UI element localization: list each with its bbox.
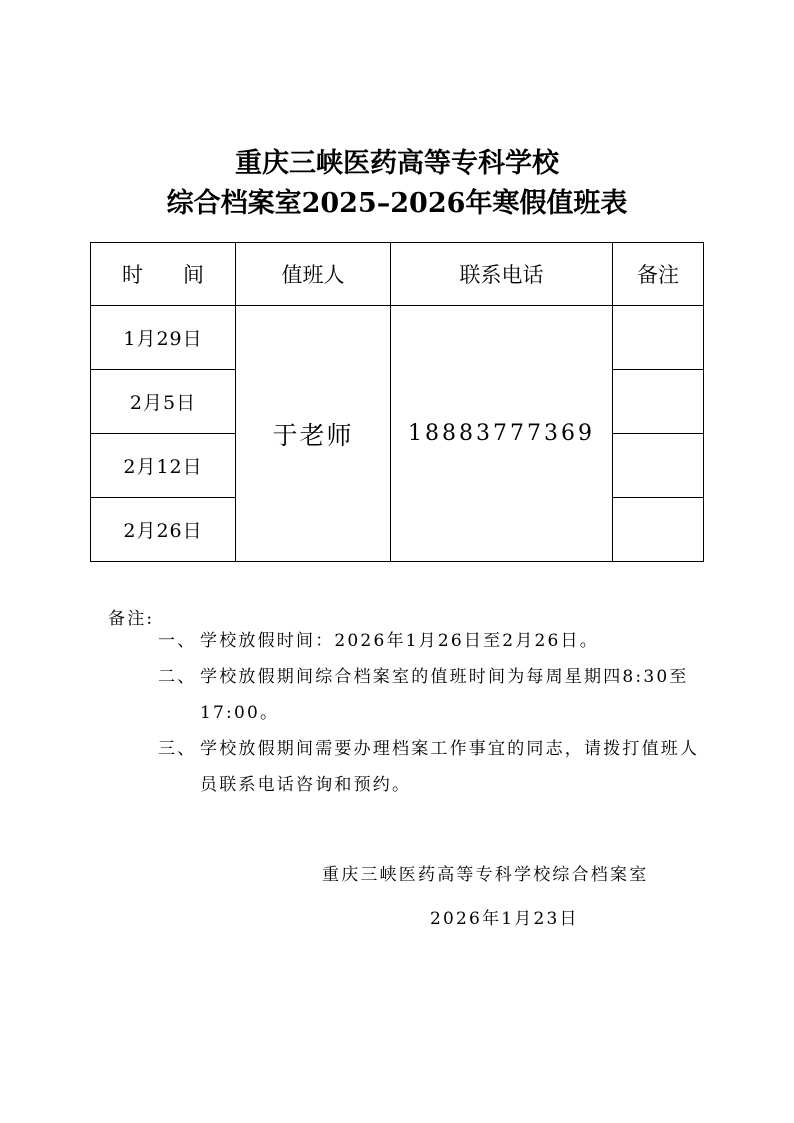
person-cell: 于老师 bbox=[236, 306, 391, 562]
duty-schedule-table bbox=[90, 242, 704, 562]
date-cell: 2月12日 bbox=[91, 434, 236, 498]
phone-cell: 18883777369 bbox=[391, 306, 613, 562]
signature-organization: 重庆三峡医药高等专科学校综合档案室 bbox=[322, 865, 649, 885]
date-cell: 2月5日 bbox=[91, 370, 236, 434]
header-person: 值班人 bbox=[236, 243, 391, 306]
notes-heading: 备注: bbox=[108, 609, 155, 629]
note-text: 学校放假期间需要办理档案工作事宜的同志，请拨打值班人员联系电话咨询和预约。 bbox=[200, 739, 700, 795]
table-header-row bbox=[91, 243, 704, 306]
note-text: 学校放假时间：2026年1月26日至2月26日。 bbox=[200, 631, 599, 651]
document-title-line1: 重庆三峡医药高等专科学校 bbox=[235, 148, 559, 179]
document-title-line2: 综合档案室2025–2026年寒假值班表 bbox=[166, 188, 628, 219]
table-row bbox=[91, 306, 704, 370]
note-item bbox=[158, 659, 706, 731]
remark-cell bbox=[613, 306, 704, 370]
header-phone: 联系电话 bbox=[391, 243, 613, 306]
header-time bbox=[91, 243, 236, 306]
date-cell: 1月29日 bbox=[91, 306, 236, 370]
header-time-char1: 时 bbox=[122, 263, 143, 287]
note-marker: 二、 bbox=[158, 667, 197, 687]
note-item bbox=[158, 623, 706, 659]
remark-cell bbox=[613, 498, 704, 562]
note-item bbox=[158, 731, 706, 803]
note-text: 学校放假期间综合档案室的值班时间为每周星期四8:30至17:00。 bbox=[200, 667, 689, 723]
note-marker: 一、 bbox=[158, 631, 197, 651]
signature-date: 2026年1月23日 bbox=[430, 909, 579, 929]
remark-cell bbox=[613, 370, 704, 434]
remark-cell bbox=[613, 434, 704, 498]
header-time-char2: 间 bbox=[183, 263, 204, 287]
header-remark: 备注 bbox=[613, 243, 704, 306]
note-marker: 三、 bbox=[158, 739, 197, 759]
date-cell: 2月26日 bbox=[91, 498, 236, 562]
